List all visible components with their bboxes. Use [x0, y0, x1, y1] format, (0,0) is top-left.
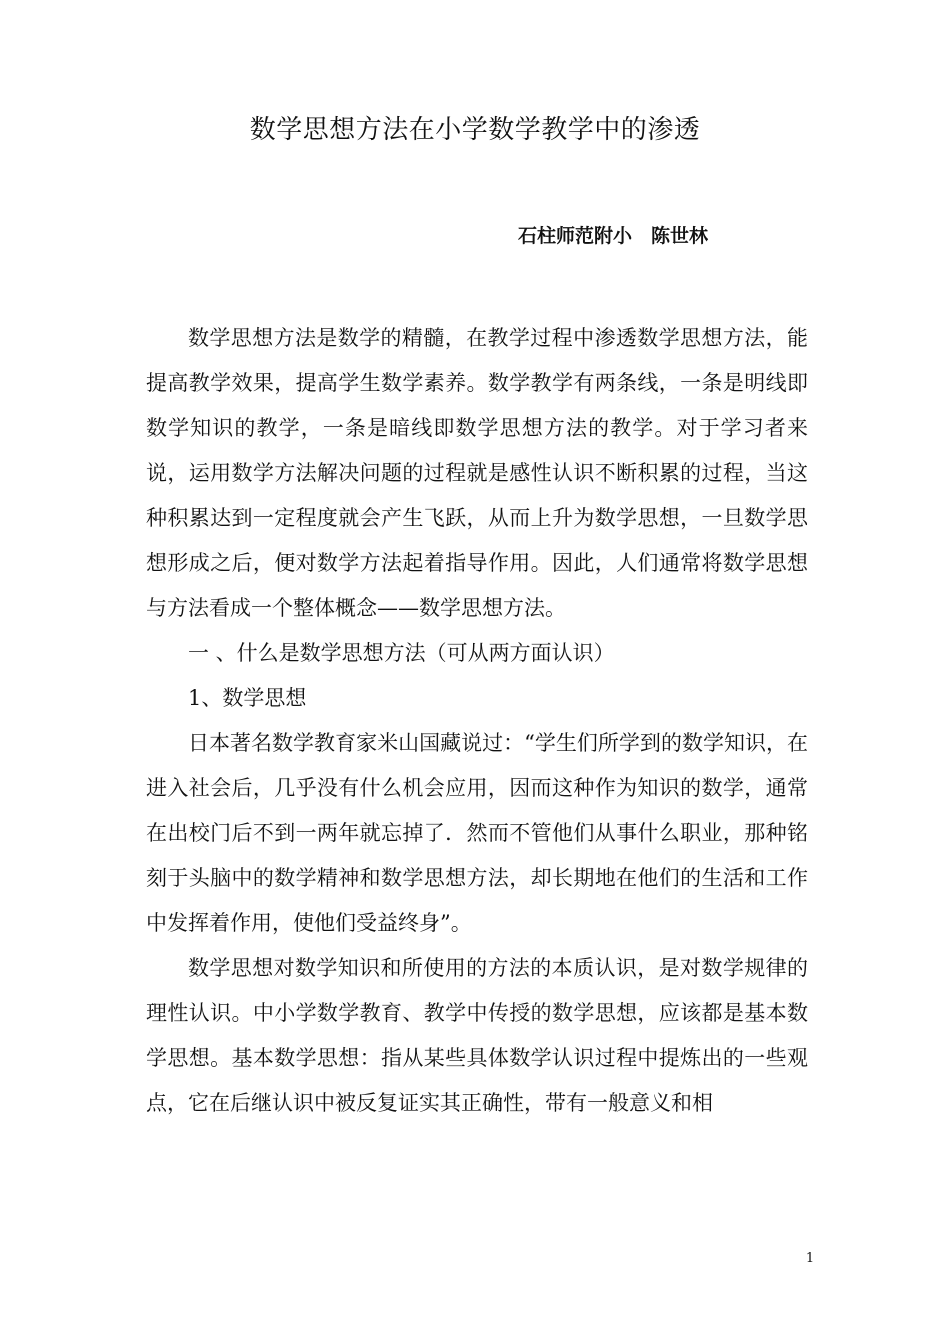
paragraph-quote: 日本著名数学教育家米山国藏说过：“学生们所学到的数学知识，在进入社会后，几乎没有什么机会应用，因而这种作为知识的数学，通常在出校门后不到一两年就忘掉了．然而不管他们从事什么职业，那种铭刻于头脑中的数学精神和数学思想方法，却长期地在他们的生活和工作中发挥着作用，使他们受益终身”。 [146, 731, 808, 935]
subsection-heading-1: 1、数学思想 [188, 686, 307, 710]
document-title: 数学思想方法在小学数学教学中的渗透 [249, 115, 701, 145]
page-number: 1 [805, 1251, 815, 1266]
section-heading-1: 一 、什么是数学思想方法（可从两方面认识） [188, 641, 615, 665]
document-body [146, 316, 808, 1126]
paragraph-definition: 数学思想对数学知识和所使用的方法的本质认识，是对数学规律的理性认识。中小学数学教育、教学中传授的数学思想，应该都是基本数学思想。基本数学思想：指从某些具体数学认识过程中提炼出的一些观点，它在后继认识中被反复证实其正确性，带有一般意义和相 [146, 956, 808, 1115]
paragraph-intro: 数学思想方法是数学的精髓，在教学过程中渗透数学思想方法，能提高教学效果，提高学生数学素养。数学教学有两条线，一条是明线即数学知识的教学，一条是暗线即数学思想方法的教学。对于学习者来说，运用数学方法解决问题的过程就是感性认识不断积累的过程，当这种积累达到一定程度就会产生飞跃，从而上升为数学思想，一旦数学思想形成之后，便对数学方法起着指导作用。因此，人们通常将数学思想与方法看成一个整体概念——数学思想方法。 [146, 326, 808, 620]
author-line: 石柱师范附小 陈世林 [518, 225, 709, 247]
